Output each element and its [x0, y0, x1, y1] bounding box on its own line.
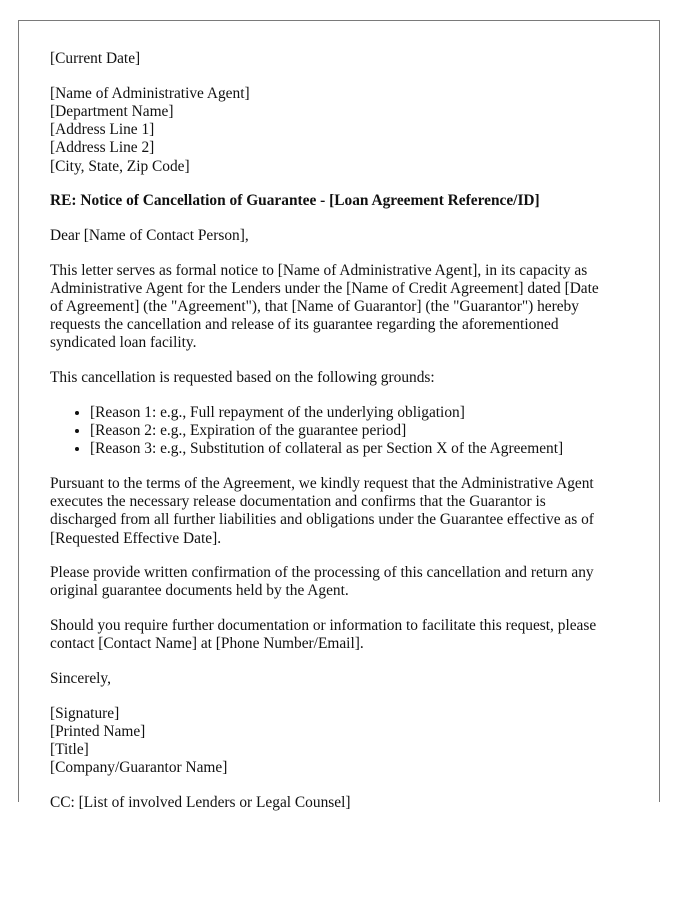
signature-placeholder: [Signature]: [50, 704, 120, 722]
request-line: [Requested Effective Date].: [50, 529, 222, 547]
subject-text: RE: Notice of Cancellation of Guarantee - [Loan Agreement Reference/ID]: [50, 192, 540, 210]
confirmation-line: Please provide written confirmation of the processing of this cancellation and return any: [50, 564, 594, 582]
recipient-address-block: [50, 85, 659, 176]
closing-text: Sincerely,: [50, 670, 111, 688]
intro-line: requests the cancellation and release of its guarantee regarding the aforementioned: [50, 316, 559, 334]
cc-text: CC: [List of involved Lenders or Legal Counsel]: [50, 794, 351, 812]
request-line: executes the necessary release documentation and confirms that the Guarantor is: [50, 493, 546, 511]
grounds-intro-paragraph: [50, 369, 659, 387]
signer-title: [Title]: [50, 741, 89, 759]
confirmation-line: original guarantee documents held by the Agent.: [50, 582, 349, 600]
reason-list-item: • [Reason 3: e.g., Substitution of collateral as per Section X of the Agreement]: [90, 440, 659, 458]
printed-name: [Printed Name]: [50, 722, 146, 740]
intro-line: of Agreement] (the "Agreement"), that [Name of Guarantor] (the "Guarantor") hereby: [50, 298, 579, 316]
recipient-department: [Department Name]: [50, 102, 174, 120]
company-name: [Company/Guarantor Name]: [50, 759, 228, 777]
recipient-city-state-zip: [City, State, Zip Code]: [50, 157, 190, 175]
intro-paragraph: [50, 262, 659, 353]
reason-list-item: • [Reason 2: e.g., Expiration of the guarantee period]: [90, 422, 659, 440]
salutation-text: Dear [Name of Contact Person],: [50, 226, 249, 244]
recipient-address-line-1: [Address Line 1]: [50, 121, 155, 139]
contact-line: contact [Contact Name] at [Phone Number/Email].: [50, 635, 364, 653]
letter-page: [18, 20, 660, 812]
closing: [50, 670, 659, 688]
intro-line: syndicated loan facility.: [50, 334, 197, 352]
intro-line: Administrative Agent for the Lenders under the [Name of Credit Agreement] dated [Date: [50, 279, 599, 297]
recipient-address-line-2: [Address Line 2]: [50, 139, 155, 157]
reason-list-item: • [Reason 1: e.g., Full repayment of the underlying obligation]: [90, 404, 659, 422]
salutation: [50, 227, 659, 245]
subject-line: [50, 192, 659, 210]
grounds-intro-text: This cancellation is requested based on the following grounds:: [50, 369, 435, 387]
cc-line: [50, 794, 659, 812]
letter-date: [50, 50, 659, 68]
date-text: [Current Date]: [50, 50, 141, 67]
reasons-list: [50, 404, 659, 459]
contact-line: Should you require further documentation or information to facilitate this request, please: [50, 617, 597, 635]
request-line: discharged from all further liabilities and obligations under the Guarantee effective as of: [50, 511, 594, 529]
confirmation-paragraph: [50, 564, 659, 600]
request-paragraph: [50, 475, 659, 548]
signature-block: [50, 705, 659, 778]
recipient-name: [Name of Administrative Agent]: [50, 84, 250, 102]
contact-paragraph: [50, 617, 659, 653]
request-line: Pursuant to the terms of the Agreement, we kindly request that the Administrative Agent: [50, 474, 594, 492]
intro-line: This letter serves as formal notice to [Name of Administrative Agent], in its capacity as: [50, 261, 588, 279]
